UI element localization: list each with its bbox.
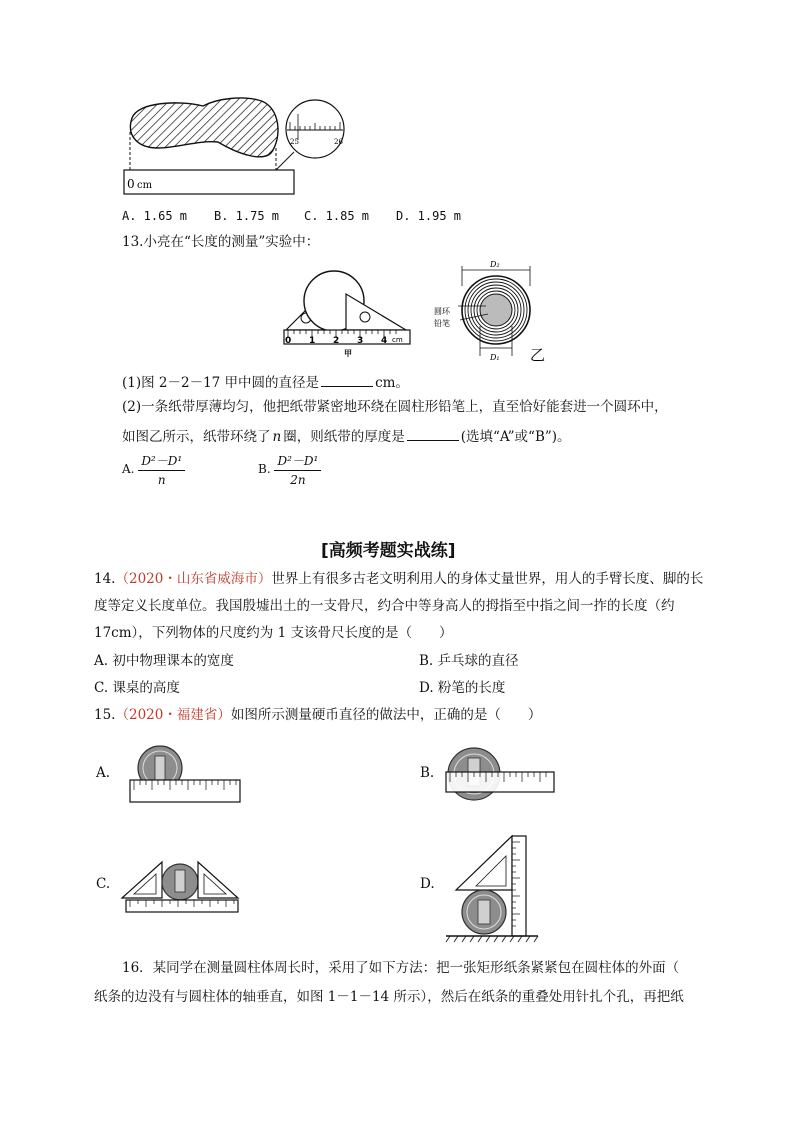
q14-option-b: B. 乒乓球的直径: [419, 653, 519, 669]
q13-figure-jia: [282, 268, 422, 358]
q13-part1: [122, 374, 409, 391]
q16-line1: 16．某同学在测量圆柱体周长时，采用了如下方法：把一张矩形纸条紧紧包在圆柱体的外面（: [122, 960, 680, 976]
yi-caption: 乙: [530, 346, 546, 364]
jia-tick-4: 4: [381, 336, 388, 346]
right-triangle: [346, 294, 406, 330]
q15-stem: [94, 709, 541, 723]
jia-tick-1: 1: [309, 336, 316, 346]
q15-number: 15.: [94, 707, 116, 723]
q13-option-b-fraction: [274, 452, 321, 487]
q15-source: （2020・福建省）: [115, 707, 231, 723]
q14-text-1: 世界上有很多古老文明利用人的身体丈量世界，用人的手臂长度、脚的长: [271, 571, 704, 587]
q13-part2-line2: [122, 428, 571, 445]
q12-option-b: B. 1.75 m: [214, 209, 280, 223]
ruler-zero-label: 0: [127, 177, 135, 191]
answer-blank-2[interactable]: [407, 428, 459, 441]
q15-text: 如图所示测量硬币直径的做法中，正确的是（ ）: [230, 707, 542, 723]
q15-label-d: D.: [420, 876, 435, 892]
ruler: [126, 900, 238, 912]
q16-line2: 纸条的边没有与圆柱体的轴垂直，如图 1－1－14 所示），然后在纸条的重叠处用针扎个孔，再把纸: [94, 989, 684, 1005]
ruler-unit-label: cm: [137, 180, 153, 191]
footprint-shape: [130, 98, 278, 157]
q12-figure: [118, 92, 358, 202]
q13-option-a-numerator: D²－D¹: [138, 452, 185, 471]
q13-option-a: [122, 452, 185, 487]
jia-caption: 甲: [344, 349, 352, 358]
q13-option-b-denominator: 2n: [290, 473, 306, 487]
q15-figure-d: [442, 832, 542, 944]
q13-option-a-label: A.: [122, 462, 135, 476]
answer-blank-1[interactable]: [321, 374, 373, 387]
q13-part2-n: n: [272, 429, 282, 445]
q15-label-a: A.: [96, 765, 111, 781]
q13-option-b-label: B.: [258, 462, 271, 476]
jia-unit: cm: [392, 336, 403, 344]
pencil-core: [480, 294, 512, 326]
jia-tick-2: 2: [333, 336, 340, 346]
q14-source: （2020・山东省威海市）: [115, 571, 272, 587]
q14-line3: 17cm），下列物体的尺度约为 1 支该骨尺长度的是（ ）: [94, 625, 453, 641]
right-triangle-hole: [360, 312, 370, 322]
q13-part2-line2-b: 圈，则纸带的厚度是: [283, 429, 405, 445]
zoom-line: [276, 152, 294, 170]
q15-label-b: B.: [420, 765, 435, 781]
scale-left-label: 25: [290, 138, 299, 146]
ring-label: 圆环: [434, 307, 450, 316]
scale-right-label: 26: [334, 138, 343, 146]
d2-label: D₂: [490, 260, 500, 269]
q13-figure-yi: [432, 256, 552, 364]
q14-option-a: A. 初中物理课本的宽度: [94, 653, 234, 669]
q13-part1-text: (1)图 2－2－17 甲中圆的直径是: [122, 375, 320, 391]
q13-option-a-denominator: n: [157, 473, 166, 487]
set-square: [456, 836, 512, 890]
q13-part2-line1: (2)一条纸带厚薄均匀，他把纸带紧密地环绕在圆柱形铅笔上，直至恰好能套进一个圆环中，: [122, 399, 668, 415]
q13-part2-line2-a: 如图乙所示，纸带环绕了: [122, 429, 271, 445]
q13-option-a-fraction: [138, 452, 185, 487]
q15-figure-c: [118, 852, 243, 914]
jia-tick-0: 0: [285, 336, 292, 346]
q13-part2-line2-c: (选填“A”或“B”)。: [460, 429, 571, 445]
q13-option-b: [258, 452, 321, 487]
footprint-ruler-figure: [118, 92, 358, 202]
vertical-ruler: [512, 836, 526, 936]
q12-option-c: C. 1.85 m: [304, 209, 370, 223]
q15-label-c: C.: [96, 876, 111, 892]
d1-label: D₁: [490, 353, 500, 362]
pencil-label: 铅笔: [434, 319, 450, 328]
q15-figure-a: [128, 742, 243, 804]
q14-option-c: C. 课桌的高度: [94, 680, 180, 696]
q13-part1-unit: cm。: [375, 375, 409, 391]
q15-figure-b: [442, 742, 557, 804]
jia-tick-3: 3: [357, 336, 364, 346]
q12-option-d: D. 1.95 m: [396, 209, 462, 223]
q14-line1: [94, 573, 703, 587]
q14-number: 14.: [94, 571, 116, 587]
q13-stem: 13.小亮在“长度的测量”实验中：: [122, 234, 320, 250]
q14-option-d: D. 粉笔的长度: [419, 680, 506, 696]
q13-option-b-numerator: D²－D¹: [274, 452, 321, 471]
section-title: [高频考题实战练]: [321, 541, 456, 561]
q12-option-a: A. 1.65 m: [122, 209, 188, 223]
ruler: [130, 780, 240, 802]
q14-line2: 度等定义长度单位。我国殷墟出土的一支骨尺，约合中等身高人的拇指至中指之间一拃的长度（约: [94, 598, 675, 614]
